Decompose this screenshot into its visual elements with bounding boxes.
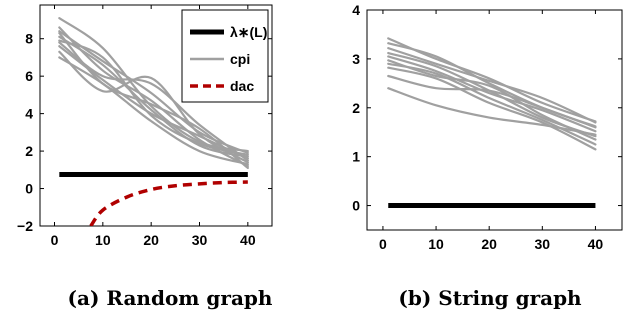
x-tick-label: 40 (240, 232, 256, 248)
x-tick-label: 20 (143, 232, 159, 248)
series-dac-line (91, 182, 248, 226)
y-tick-label: 4 (352, 2, 360, 18)
legend-label: λ∗(L) (230, 24, 268, 40)
y-tick-label: 1 (352, 148, 360, 165)
y-tick-label: 2 (25, 143, 33, 160)
legend-label: dac (230, 78, 255, 94)
x-tick-label: 30 (534, 236, 551, 252)
series-dac-line (516, 232, 596, 252)
caption-random-graph: (a) Random graph (67, 286, 273, 310)
x-tick-label: 40 (587, 236, 604, 252)
y-tick-label: −2 (17, 218, 33, 234)
x-tick-label: 0 (379, 236, 387, 252)
y-tick-label: 3 (352, 50, 360, 67)
x-tick-label: 0 (50, 232, 59, 248)
caption-string-graph: (b) String graph (398, 286, 582, 310)
legend (182, 10, 268, 102)
panel-random-graph (17, 5, 272, 248)
x-tick-label: 10 (428, 236, 444, 252)
series-cpi-line (388, 56, 595, 131)
axes-frame-string (367, 10, 622, 230)
y-tick-label: 2 (352, 99, 360, 116)
y-tick-label: 8 (25, 30, 33, 47)
x-tick-label: 30 (191, 232, 208, 248)
y-tick-label: 0 (25, 180, 33, 197)
panel-string-graph (352, 2, 622, 252)
y-tick-label: 4 (25, 105, 33, 122)
y-tick-label: 6 (25, 68, 33, 85)
x-tick-label: 20 (481, 236, 497, 252)
y-tick-label: 0 (352, 197, 360, 214)
legend-label: cpi (230, 51, 251, 67)
x-tick-label: 10 (95, 232, 111, 248)
